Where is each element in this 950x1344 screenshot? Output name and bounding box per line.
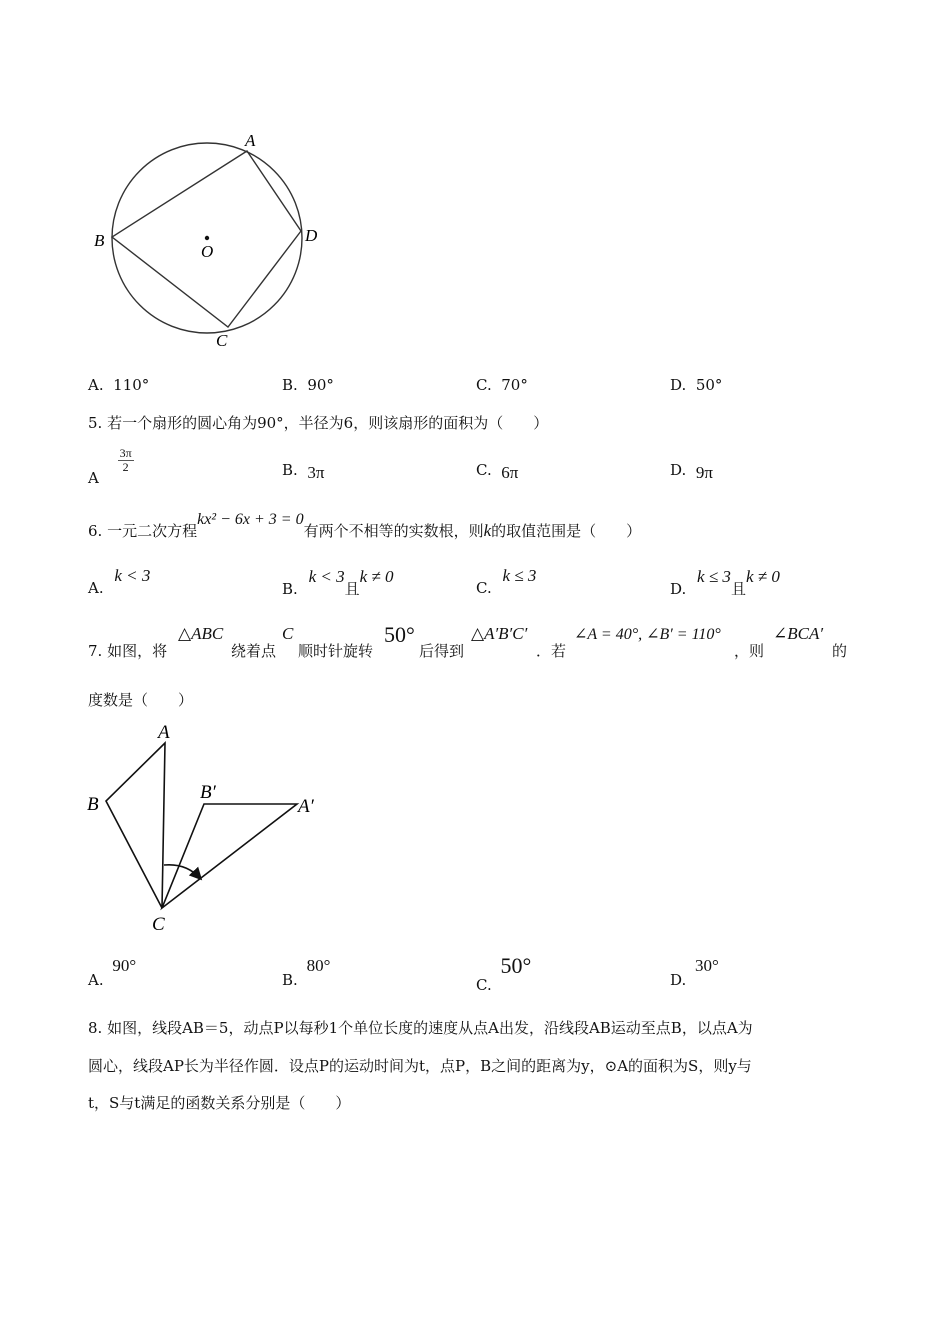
option-letter: D. xyxy=(670,971,687,989)
q4-option-d[interactable] xyxy=(670,376,722,394)
q7-stem-1: 7. 如图，将 xyxy=(88,642,168,660)
option-text: 50° xyxy=(500,953,532,978)
q6-option-b[interactable] xyxy=(282,566,394,598)
q7-option-b[interactable] xyxy=(282,956,331,989)
option-math-2: k ≠ 0 xyxy=(745,567,780,586)
option-letter: B. xyxy=(282,376,298,394)
option-text: 50° xyxy=(695,376,723,394)
option-text: 30° xyxy=(695,956,719,975)
q7-target: ∠BCA′ xyxy=(773,624,824,643)
q7-stem-2: 绕着点 xyxy=(231,642,277,660)
triangle-abc xyxy=(106,743,165,908)
fraction-numerator: 3π xyxy=(119,446,132,460)
option-conj: 且 xyxy=(730,580,746,598)
label-c: C xyxy=(216,331,228,350)
option-math: 3π xyxy=(307,463,325,482)
q8-line-3: t，S与t满足的函数关系分别是（ ） xyxy=(88,1094,351,1112)
q7-stem-line2: 度数是（ ） xyxy=(88,691,194,709)
fraction xyxy=(118,447,134,474)
option-conj: 且 xyxy=(344,580,360,598)
option-letter: C. xyxy=(476,579,492,597)
label-b: B xyxy=(94,231,105,250)
q8-line-2: 圆心，线段AP长为半径作圆．设点P的运动时间为t，点P，B之间的距离为y，⊙A的面积为S，则y与 xyxy=(88,1057,752,1075)
q7-condition: ∠A = 40°, ∠B′ = 110° xyxy=(574,626,721,643)
label-a: A xyxy=(245,131,256,150)
q5-option-d[interactable] xyxy=(670,460,713,480)
q7-stem-4: 后得到 xyxy=(419,642,465,660)
label-b: B xyxy=(87,794,99,815)
q5-option-a[interactable] xyxy=(88,446,134,487)
option-letter: D. xyxy=(670,580,687,598)
q6-var-k: k xyxy=(483,521,492,540)
label-b-prime: B′ xyxy=(200,782,216,803)
option-letter: B. xyxy=(282,461,298,479)
center-point xyxy=(205,236,209,240)
q4-circle-figure xyxy=(88,128,338,358)
option-math: k ≤ 3 xyxy=(502,566,537,585)
q7-tri2: △A′B′C′ xyxy=(471,624,528,643)
q7-stem-6: ，则 xyxy=(734,642,765,660)
q7-option-d[interactable] xyxy=(670,956,719,989)
label-a: A xyxy=(158,722,170,743)
q6-stem-pre: 6. 一元二次方程 xyxy=(88,522,198,540)
rotation-arrow xyxy=(164,865,200,878)
option-letter: B. xyxy=(282,971,298,989)
option-letter: A xyxy=(88,469,99,487)
option-letter: A. xyxy=(88,579,104,597)
option-letter: C. xyxy=(476,461,492,479)
option-letter: A. xyxy=(88,376,104,394)
option-letter: A. xyxy=(88,971,104,989)
label-c: C xyxy=(152,914,165,935)
q7-option-a[interactable] xyxy=(88,956,137,989)
q6-option-a[interactable] xyxy=(88,566,151,597)
q5-option-b[interactable] xyxy=(282,460,324,480)
q6-stem-post: 的取值范围是（ ） xyxy=(491,522,642,540)
q6-option-c[interactable] xyxy=(476,566,537,597)
option-math: k ≤ 3 xyxy=(697,567,731,586)
q7-angle: 50° xyxy=(384,622,415,647)
option-letter: C. xyxy=(476,376,492,394)
q7-stem-3: 顺时针旋转 xyxy=(298,642,374,660)
q4-option-a[interactable] xyxy=(88,376,149,394)
q7-stem-7: 的 xyxy=(832,642,848,660)
option-math: 6π xyxy=(501,463,519,482)
option-letter: B. xyxy=(282,580,298,598)
option-math: k < 3 xyxy=(308,567,345,586)
option-text: 110° xyxy=(113,376,150,394)
label-a-prime: A′ xyxy=(298,796,314,817)
q7-rotation-figure xyxy=(82,718,342,938)
triangle-a2b2c xyxy=(162,804,297,908)
option-text: 90° xyxy=(307,376,334,394)
option-math: 9π xyxy=(695,463,713,482)
label-o: O xyxy=(201,242,214,261)
q4-option-b[interactable] xyxy=(282,376,334,394)
q7-option-c[interactable] xyxy=(476,953,532,994)
q6-equation: kx² − 6x + 3 = 0 xyxy=(197,511,304,528)
option-text: 80° xyxy=(306,956,331,975)
option-text: 90° xyxy=(112,956,137,975)
option-math: k < 3 xyxy=(114,566,151,585)
q6-option-d[interactable] xyxy=(670,566,780,598)
option-text: 70° xyxy=(501,376,528,394)
q7-stem-5: ．若 xyxy=(536,642,567,660)
q8-line-1: 8. 如图，线段AB＝5，动点P以每秒1个单位长度的速度从点A出发，沿线段AB运动至点B，以点A为 xyxy=(88,1019,753,1037)
option-math-2: k ≠ 0 xyxy=(359,567,394,586)
fraction-denominator: 2 xyxy=(122,460,129,474)
option-letter: D. xyxy=(670,461,687,479)
q7-point-c: C xyxy=(282,624,294,643)
q4-option-c[interactable] xyxy=(476,376,528,394)
q6-stem-mid: 有两个不相等的实数根，则 xyxy=(303,522,484,540)
q5-option-c[interactable] xyxy=(476,460,518,480)
q6-stem xyxy=(88,508,642,540)
q5-stem: 5. 若一个扇形的圆心角为90°，半径为6，则该扇形的面积为（ ） xyxy=(88,414,549,432)
q7-tri1: △ABC xyxy=(178,624,224,643)
option-letter: C. xyxy=(476,976,492,994)
label-d: D xyxy=(305,226,318,245)
option-letter: D. xyxy=(670,376,687,394)
